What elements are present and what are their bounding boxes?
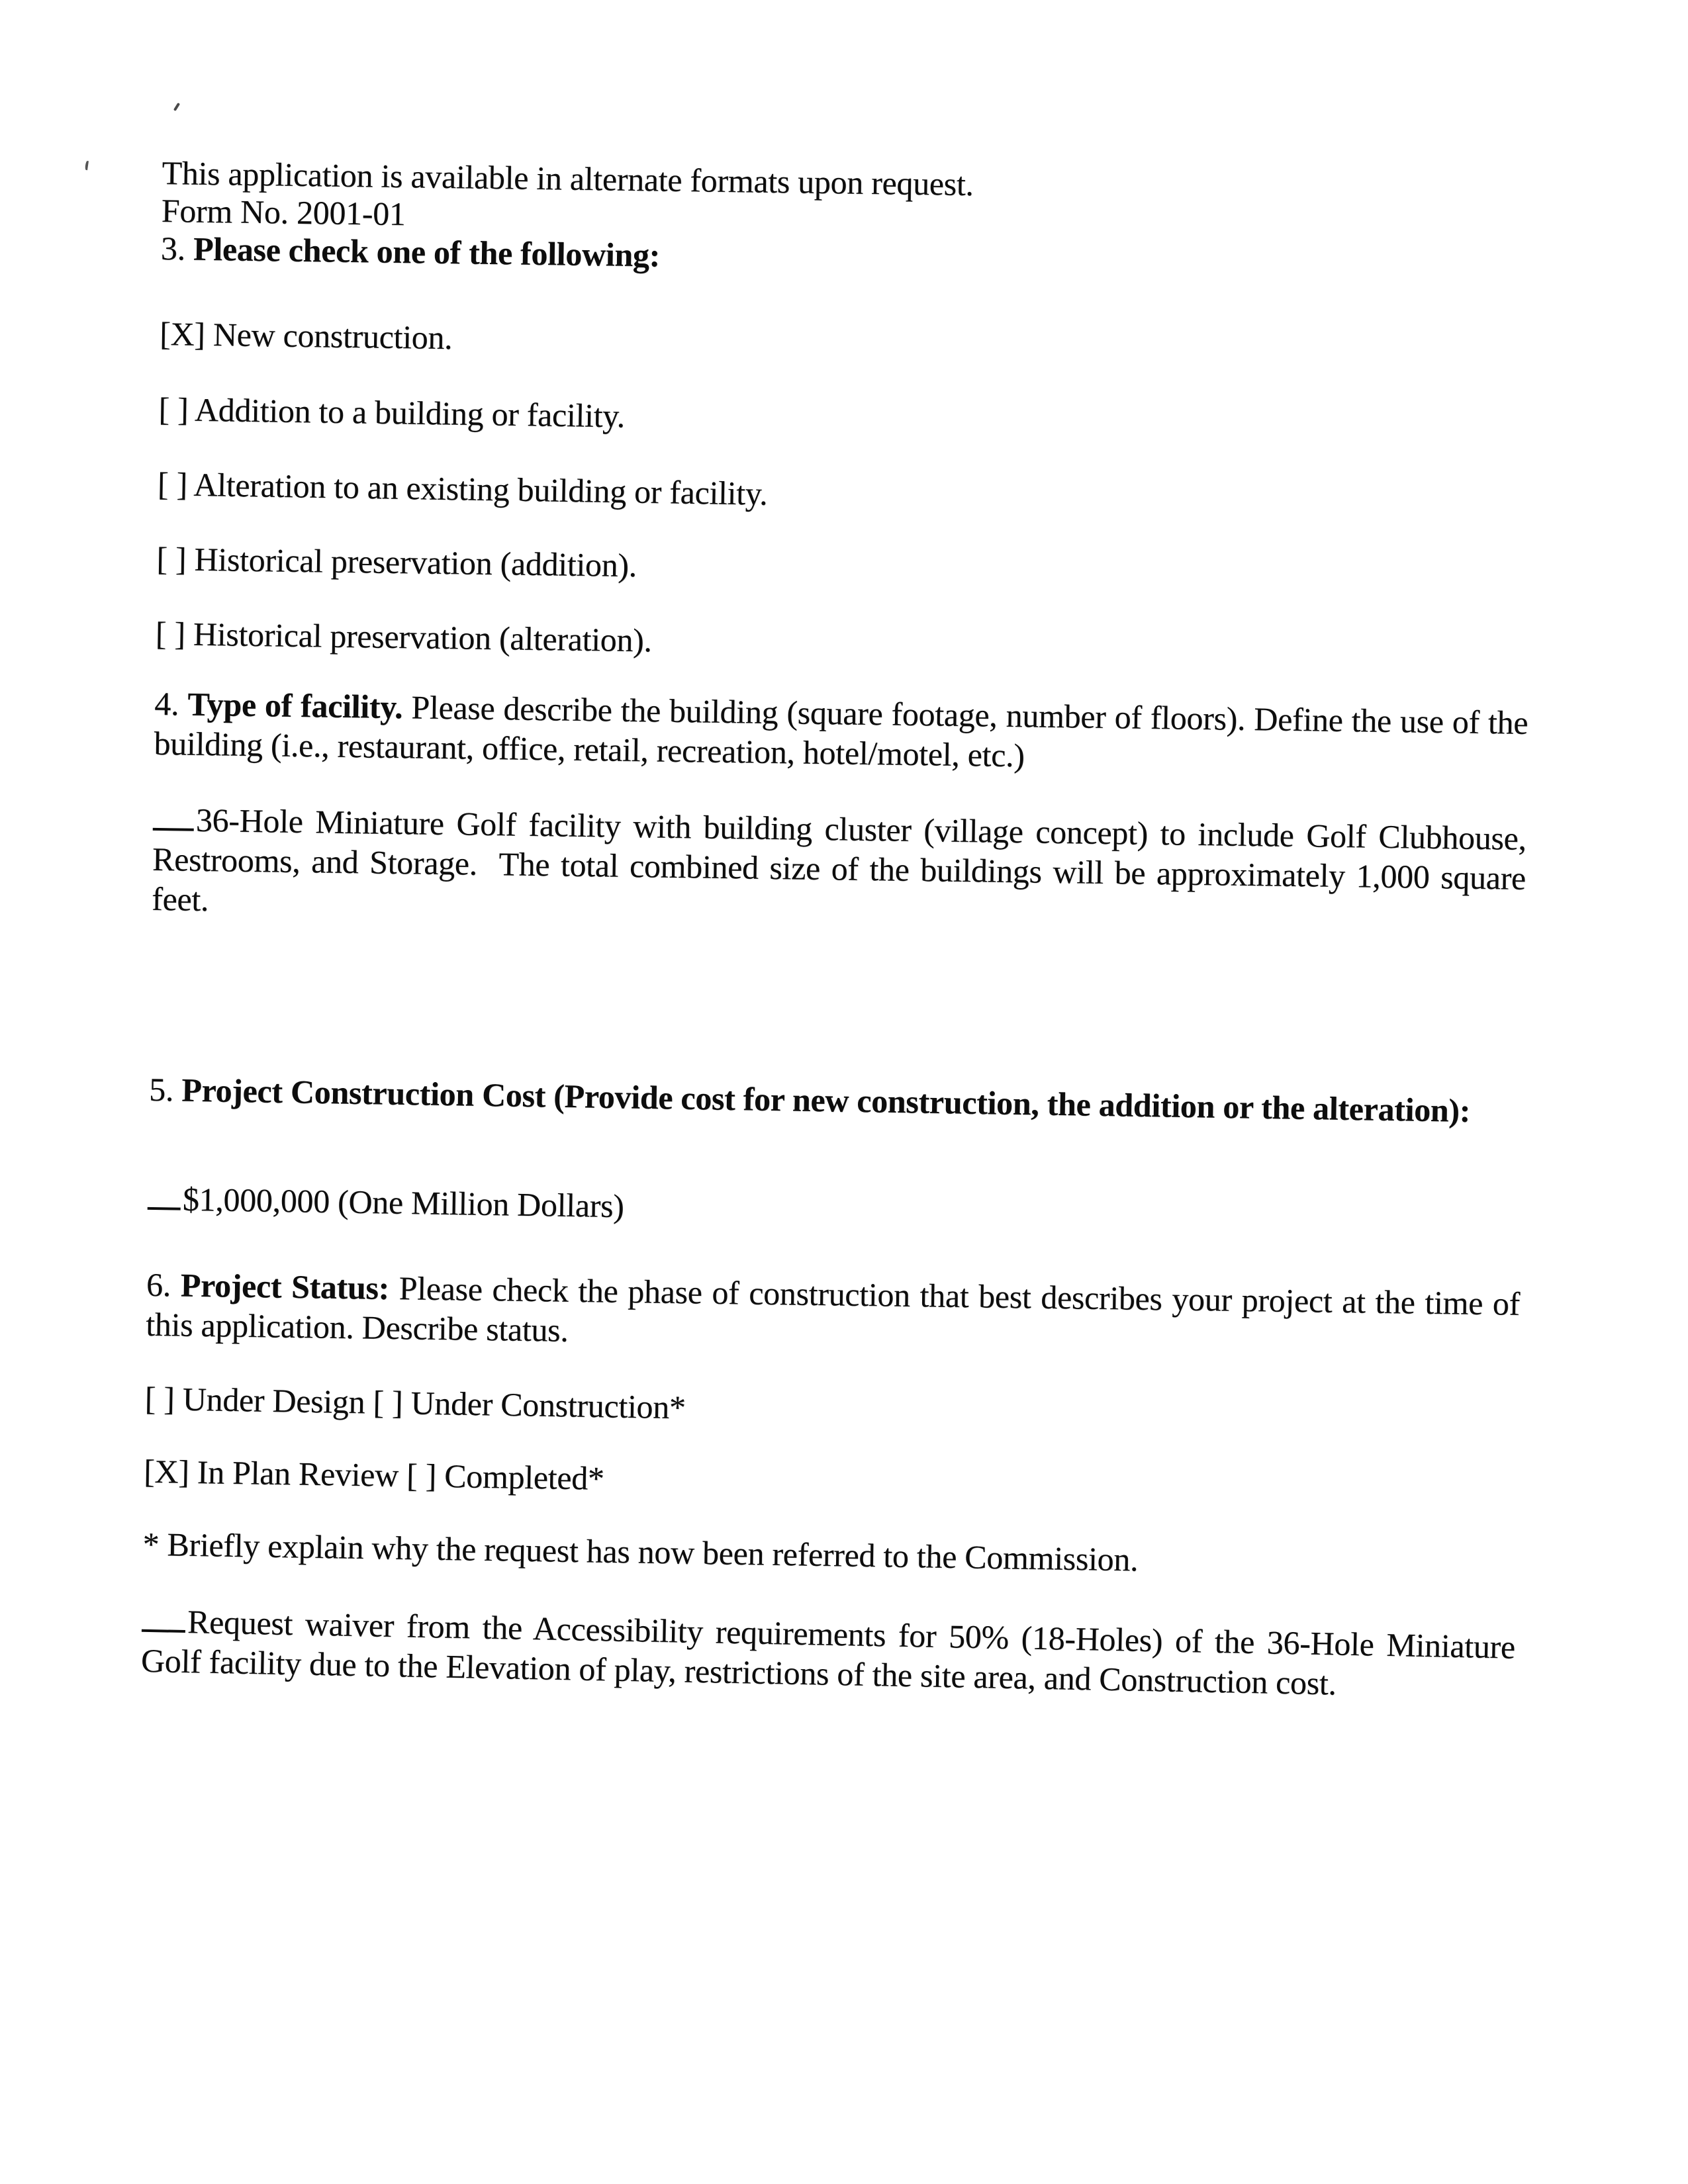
checkbox-mark: [ ]	[158, 390, 189, 428]
scan-artifact-speck	[85, 161, 89, 170]
checkbox-mark: [ ]	[406, 1457, 437, 1494]
checkbox-mark: [ ]	[157, 465, 188, 503]
section-6-title: Project Status:	[180, 1266, 390, 1306]
checkbox-mark: [ ]	[156, 539, 187, 578]
section-4-prompt-text: Please describe the building (square footage, number of floors). Define the use of the building (i.e., restaurant, office, retail, recreation, hotel/motel, etc.)	[154, 688, 1528, 774]
checkbox-mark: [ ]	[144, 1379, 175, 1418]
answer-blank-line	[153, 804, 195, 831]
answer-blank-line	[148, 1183, 181, 1210]
checkbox-mark: [X]	[159, 314, 206, 353]
checkbox-label: Alteration to an existing building or facility.	[193, 465, 768, 512]
checkbox-label: Historical preservation (addition).	[194, 540, 637, 584]
checkbox-label: Addition to a building or facility.	[194, 390, 626, 435]
section-5-answer-text: $1,000,000 (One Million Dollars)	[182, 1180, 625, 1225]
section-5-title: Project Construction Cost (Provide cost for new construction, the addition or the alteration):	[181, 1071, 1471, 1129]
checkbox-mark: [ ]	[155, 614, 186, 653]
status-options-row-1	[144, 1380, 1519, 1440]
section-4-heading-prompt	[154, 684, 1528, 782]
footnote-line	[142, 1525, 1517, 1585]
section-5-answer	[148, 1180, 1522, 1240]
section-4-answer	[152, 799, 1526, 938]
section-6-prompt-text: Please check the phase of construction that best describes your project at the time of this application. Describe status.	[145, 1269, 1521, 1349]
section-4-number: 4.	[154, 684, 179, 723]
checkbox-option-alteration	[158, 465, 1532, 525]
checkbox-mark: [ ]	[373, 1383, 403, 1422]
form-number-line: Form No. 2001-01	[161, 191, 406, 233]
checkbox-label: Historical preservation (alteration).	[193, 615, 653, 659]
section-4-title: Type of facility.	[187, 685, 403, 726]
checkbox-option-historical-addition	[156, 540, 1530, 597]
checkbox-mark: [X]	[143, 1452, 190, 1490]
waiver-explanation-text: Request waiver from the Accessibility requirements for 50% (18-Holes) of the 36-Hole Miniature Golf facility due to the Elevation of play, restrictions of the site area, and Construction cost.	[140, 1603, 1516, 1702]
section-5-heading	[149, 1069, 1523, 1131]
checkbox-label: Completed*	[444, 1457, 605, 1497]
checkbox-label: Under Construction*	[410, 1384, 686, 1426]
footnote-text: * Briefly explain why the request has now been referred to the Commission.	[142, 1525, 1139, 1578]
scan-artifact-speck	[173, 103, 180, 111]
section-3-number: 3.	[160, 229, 186, 267]
checkbox-option-new-construction	[160, 315, 1534, 372]
document-body	[140, 154, 1536, 1702]
intro-line-alternate-formats: This application is available in alternate formats upon request.	[162, 154, 974, 203]
checkbox-option-historical-alteration	[155, 615, 1529, 672]
checkbox-option-addition	[158, 390, 1532, 449]
status-options-row-2	[144, 1453, 1518, 1512]
section-5-number: 5.	[148, 1070, 174, 1109]
section-6-heading-prompt	[146, 1265, 1520, 1363]
checkbox-label: Under Design	[182, 1380, 365, 1421]
checkbox-label: New construction.	[212, 316, 453, 357]
section-3-title: Please check one of the following:	[193, 230, 661, 274]
checkbox-label: In Plan Review	[197, 1453, 399, 1494]
section-6-number: 6.	[146, 1265, 171, 1304]
waiver-explanation	[140, 1601, 1515, 1707]
section-4-answer-text: 36-Hole Miniature Golf facility with building cluster (village concept) to include Golf Clubhouse, Restrooms, and Storage. The total combined size of the buildings will be approximately 1,000 square feet.	[151, 801, 1527, 919]
answer-blank-line	[142, 1606, 186, 1633]
